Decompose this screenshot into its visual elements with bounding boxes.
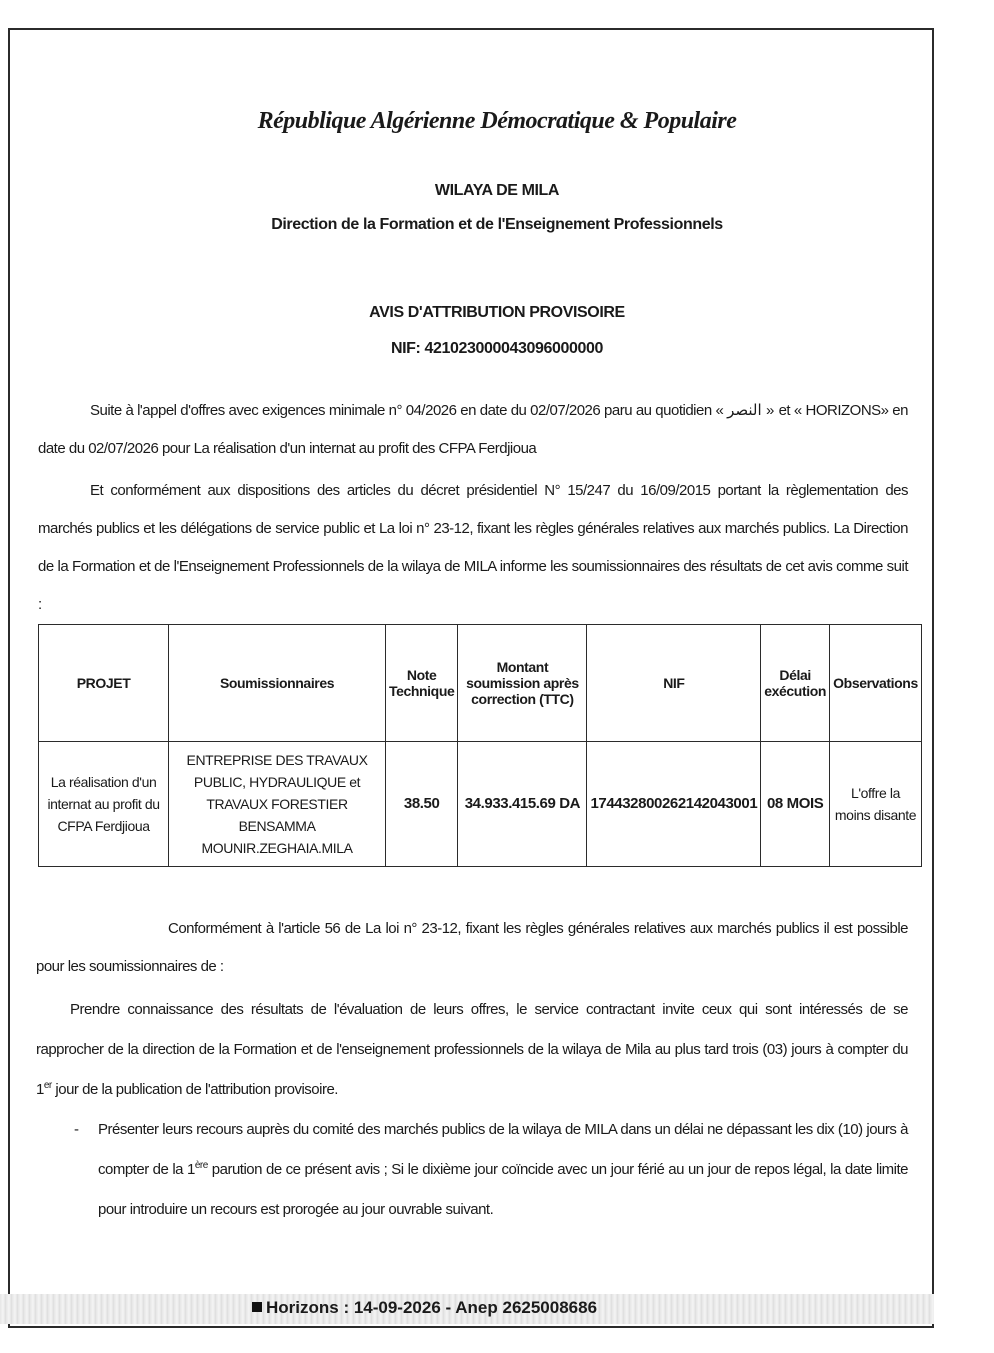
recours-text [98, 1110, 908, 1230]
results-table [38, 624, 922, 867]
recours-text-b: parution de ce présent avis ; Si le dixième jour coïncide avec un jour férié au un jour de repos légal, la date limite pour introduire un recours est prorogée au jour ouvrable suivant. [98, 1161, 908, 1218]
table-row [39, 742, 922, 867]
intro-paragraph-1: Suite à l'appel d'offres avec exigences minimale n° 04/2026 en date du 02/07/2026 paru au quotidien « النصر » et « HORIZONS» en date du 02/07/2026 pour La réalisation d'un internat au profit des CFPA Ferdjioua [38, 402, 908, 457]
evaluation-sup: er [43, 1080, 52, 1091]
republic-heading: République Algérienne Démocratique & Populaire [257, 108, 737, 134]
footer-publication [252, 1298, 597, 1318]
evaluation-paragraph [36, 990, 908, 1110]
cell-projet: La réalisation d'un internat au profit du CFPA Ferdjioua [39, 742, 169, 867]
cell-note: 38.50 [385, 742, 457, 867]
header-delai: Délai exécution [761, 625, 830, 742]
table-header-row [39, 625, 922, 742]
recours-text-a: Présenter leurs recours auprès du comité des marchés publics de la wilaya de MILA dans un délai ne dépassant les dix (10) jours à compter de la 1 [98, 1121, 908, 1178]
cell-nif: 174432800262142043001 [587, 742, 761, 867]
evaluation-text-a: Prendre connaissance des résultats de l'évaluation de leurs offres, le service contractant invite ceux qui sont intéressés de se rapprocher de la direction de la Formation et de l'enseignement professionnels de la wilaya de Mila au plus tard trois (03) jours à compter du 1 [36, 1001, 908, 1098]
notice-nif: NIF: 421023000043096000000 [390, 340, 603, 357]
wilaya-heading: WILAYA DE MILA [434, 182, 560, 199]
header-montant: Montant soumission après correction (TTC) [458, 625, 587, 742]
direction-heading: Direction de la Formation et de l'Enseignement Professionnels [271, 216, 723, 233]
header-nif: NIF [587, 625, 761, 742]
header-observations: Observations [830, 625, 922, 742]
cell-soumissionnaire: ENTREPRISE DES TRAVAUX PUBLIC, HYDRAULIQUE et TRAVAUX FORESTIER BENSAMMA MOUNIR.ZEGHAIA.MILA [169, 742, 386, 867]
evaluation-text-b: jour de la publication de l'attribution provisoire. [51, 1081, 338, 1098]
header-note-technique: Note Technique [385, 625, 457, 742]
cell-observations: L'offre la moins disante [830, 742, 922, 867]
header-soumissionnaires: Soumissionnaires [169, 625, 386, 742]
article-56-paragraph: Conformément à l'article 56 de La loi n° 23-12, fixant les règles générales relatives aux marchés publics il est possible pour les soumissionnaires de : [36, 920, 908, 975]
notice-title: AVIS D'ATTRIBUTION PROVISOIRE [369, 304, 625, 321]
cell-montant: 34.933.415.69 DA [458, 742, 587, 867]
square-bullet-icon [252, 1302, 262, 1312]
recours-bullet [74, 1110, 908, 1230]
footer-label: Horizons : 14-09-2026 - Anep 2625008686 [266, 1298, 598, 1317]
bullet-dash: - [74, 1121, 79, 1138]
cell-delai: 08 MOIS [761, 742, 830, 867]
intro-paragraph-2: Et conformément aux dispositions des articles du décret présidentiel N° 15/247 du 16/09/2015 portant la règlementation des marchés publics et les délégations de service public et La loi n° 23-12, fixant les règles générales relatives aux marchés publics. La Direction de la Formation et de l'Enseignement Professionnels de la wilaya de MILA informe les soumissionnaires des résultats de cet avis comme suit : [38, 482, 908, 613]
recours-sup: ère [194, 1160, 208, 1171]
header-projet: PROJET [39, 625, 169, 742]
